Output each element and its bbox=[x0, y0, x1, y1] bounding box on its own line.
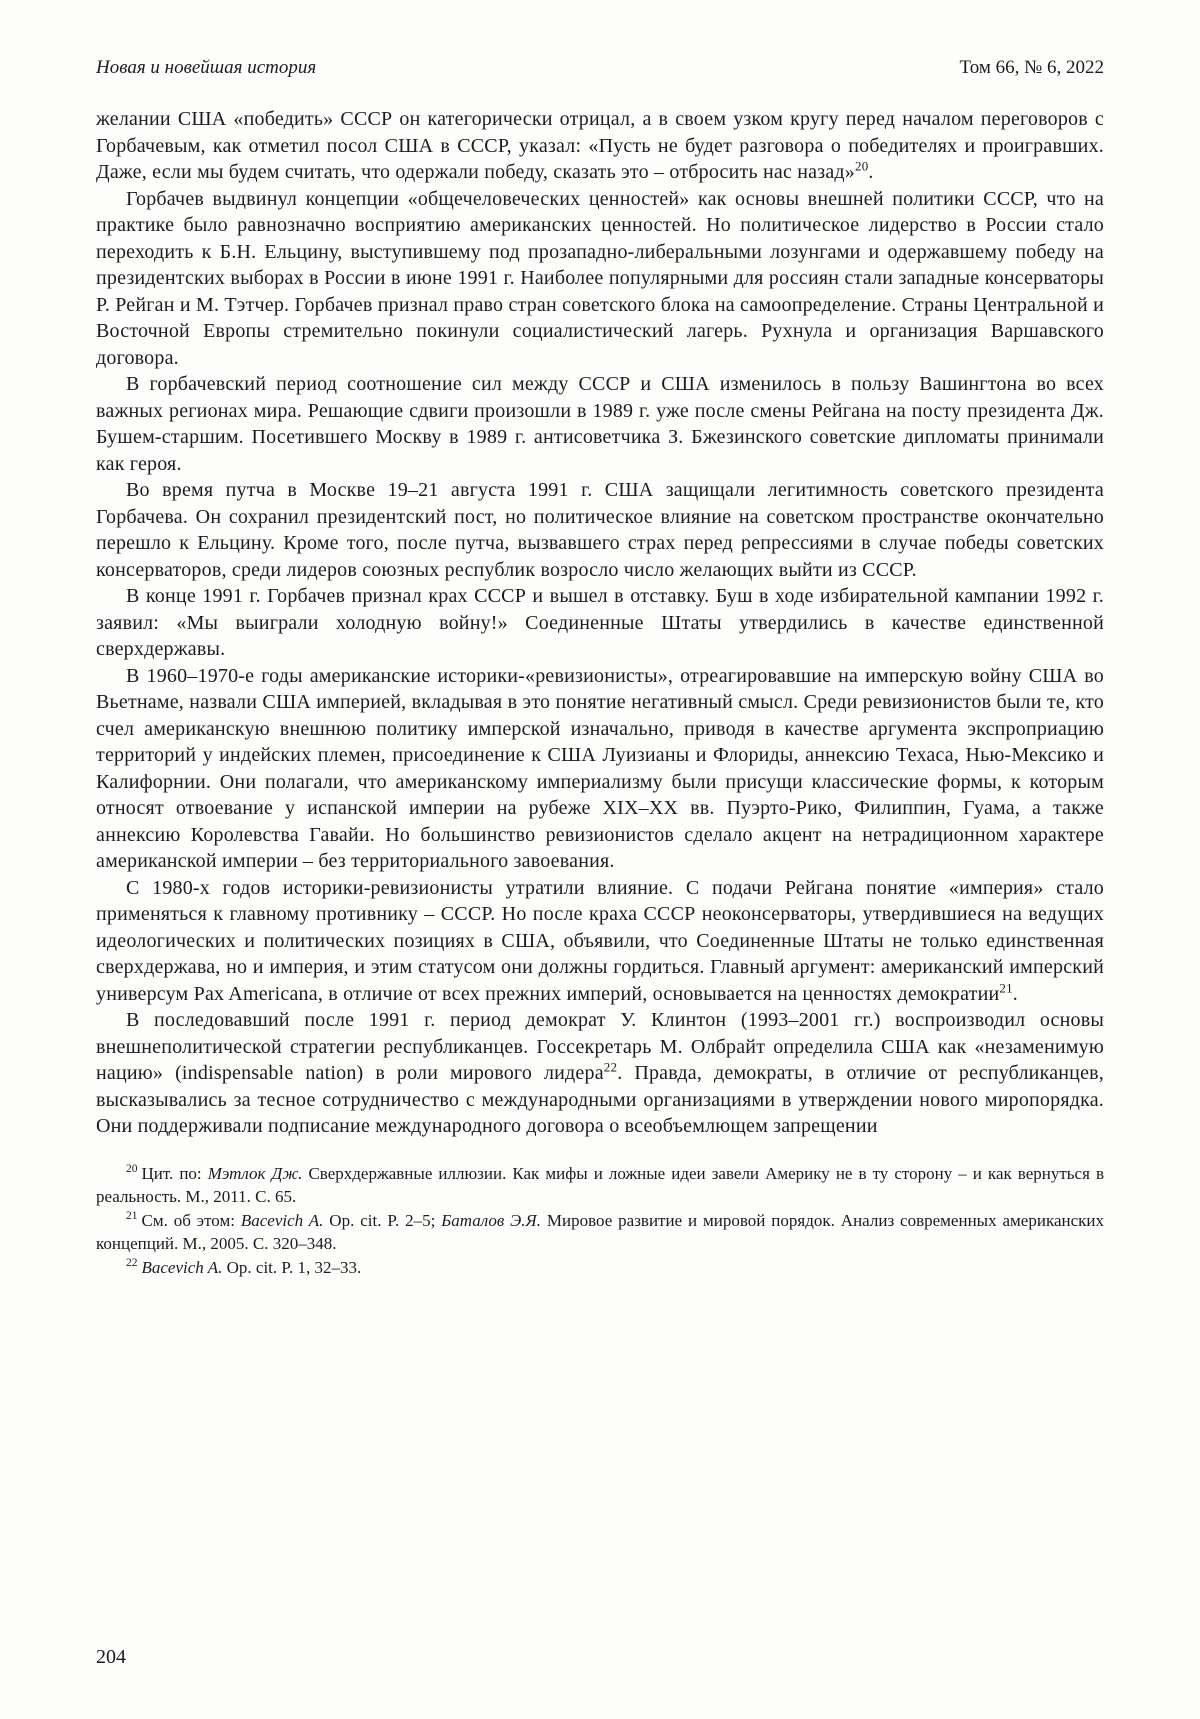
footnote-ref-21: 21 bbox=[999, 979, 1013, 995]
footnote-ref-22: 22 bbox=[603, 1059, 618, 1075]
paragraph-text: В 1960–1970-е годы американские историки-«ревизионисты», отреагировавшие на имперскую войну США во Вьетнаме, назвали США империей, вкладывая в это понятие негативный смысл. Среди ревизионистов были те, кто счел американскую внешнюю политику имперской изначально, приводя в качестве аргумента экспроприацию территорий у индейских племен, присоединение к США Луизианы и Флориды, аннексию Техаса, Нью-Мексико и Калифорнии. Они полагали, что американскому империализму были присущи классические формы, к которым относят отвоевание у испанской империи на рубеже XIX–XX вв. Пуэрто-Рико, Филиппин, Гуама, а также аннексию Королевства Гавайи. Но большинство ревизионистов сделало акцент на нетрадиционном характере американской империи – без территориального завоевания. bbox=[96, 664, 1104, 872]
article-body bbox=[96, 106, 1104, 1140]
paragraph-text: желании США «победить» СССР он категорически отрицал, а в своем узком кругу перед началом переговоров с Горбачевым, как отметил посол США в СССР, указал: «Пусть не будет разговора о победителях и проигравших. Даже, если мы будем считать, что одержали победу, сказать это – отбросить нас назад» bbox=[96, 108, 1104, 183]
paragraph-text: В последовавший после 1991 г. период демократ У. Клинтон (1993–2001 гг.) воспроизводил основы внешнеполитической стратегии республиканцев. Госсекретарь М. Олбрайт определила США как «незаменимую нацию» (indispensable nation) в роли мирового лидера bbox=[96, 1009, 1104, 1084]
footnote-pre: Цит. по: bbox=[141, 1163, 208, 1183]
footnote-pre: См. об этом: bbox=[141, 1210, 241, 1230]
paragraph-tail: . bbox=[1012, 982, 1018, 1005]
footnote-author: Bacevich A. bbox=[141, 1257, 223, 1277]
footnote-author: Мэтлок Дж. bbox=[207, 1163, 303, 1183]
paragraph-text: В горбачевский период соотношение сил между СССР и США изменилось в пользу Вашингтона во всех важных регионах мира. Решающие сдвиги произошли в 1989 г. уже после смены Рейгана на посту президента Дж. Бушем-старшим. Посетившего Москву в 1989 г. антисоветчика З. Бжезинского советские дипломаты принимали как героя. bbox=[96, 373, 1104, 475]
paragraph-2 bbox=[96, 186, 1104, 372]
paragraph-tail: . bbox=[868, 161, 874, 183]
footnote-20 bbox=[96, 1162, 1104, 1209]
footnote-marker: 21 bbox=[126, 1209, 138, 1222]
issue-info: Том 66, № 6, 2022 bbox=[959, 57, 1104, 78]
paragraph-text: В конце 1991 г. Горбачев признал крах СССР и вышел в отставку. Буш в ходе избирательной кампании 1992 г. заявил: «Мы выиграли холодную войну!» Соединенные Штаты утвердились в качестве единственной сверхдержавы. bbox=[96, 585, 1104, 660]
paragraph-4 bbox=[96, 477, 1104, 583]
paragraph-8 bbox=[96, 1007, 1104, 1140]
paragraph-1 bbox=[96, 106, 1104, 186]
paragraph-text: Во время путча в Москве 19–21 августа 1991 г. США защищали легитимность советского президента Горбачева. Он сохранил президентский пост, но политическое влияние на советском пространстве окончательно перешло к Ельцину. Кроме того, после путча, вызвавшего страх перед репрессиями в случае победы советских консерваторов, среди лидеров союзных республик возросло число желающих выйти из СССР. bbox=[96, 479, 1104, 581]
journal-title: Новая и новейшая история bbox=[96, 57, 317, 78]
paragraph-3 bbox=[96, 371, 1104, 477]
footnote-text: Сверхдержавные иллюзии. Как мифы и ложные идеи завели Америку не в ту сторону – и как вернуться в реальность. М., 2011. С. 65. bbox=[96, 1163, 1104, 1206]
paragraph-tail: . Правда, демократы, в отличие от республиканцев, высказывались за тесное сотрудничество с международными организациями в утверждении нового миропорядка. Они поддерживали подписание международного договора о всеобъемлющем запрещении bbox=[96, 1062, 1105, 1137]
footnote-22 bbox=[96, 1256, 1104, 1280]
paragraph-text: Горбачев выдвинул концепции «общечеловеческих ценностей» как основы внешней политики СССР, что на практике было равнозначно восприятию американских ценностей. Но политическое лидерство в России стало переходить к Б.Н. Ельцину, выступившему под прозападно-либеральными лозунгами и одержавшему победу на президентских выборах в России в июне 1991 г. Наиболее популярными для россиян стали западные консерваторы Р. Рейган и М. Тэтчер. Горбачев признал право стран советского блока на самоопределение. Страны Центральной и Восточной Европы стремительно покинули социалистический лагерь. Рухнула и организация Варшавского договора. bbox=[96, 187, 1104, 369]
paragraph-text: С 1980-х годов историки-ревизионисты утратили влияние. С подачи Рейгана понятие «империя» стало применяться к главному противнику – СССР. Но после краха СССР неоконсерваторы, утвердившиеся на ведущих идеологических и политических позициях в США, объявили, что Соединенные Штаты не только единственная сверхдержава, но и империя, и этим статусом они должны гордиться. Главный аргумент: американский имперский универсум Pax Americana, в отличие от всех прежних империй, основывается на ценностях демократии bbox=[96, 876, 1104, 1005]
paragraph-7 bbox=[96, 875, 1104, 1008]
page-number: 204 bbox=[96, 1646, 126, 1668]
footnotes-section bbox=[96, 1162, 1104, 1280]
page-header bbox=[96, 56, 1104, 80]
paragraph-5 bbox=[96, 583, 1104, 663]
footnote-marker: 20 bbox=[126, 1162, 138, 1175]
footnote-text: Op. cit. P. 2–5; bbox=[323, 1210, 442, 1230]
footnote-author-2: Баталов Э.Я. bbox=[441, 1210, 541, 1230]
footnote-ref-20: 20 bbox=[855, 158, 869, 174]
paragraph-6 bbox=[96, 663, 1104, 875]
footnote-text-2: Мировое развитие и мировой порядок. Анализ современных американских концепций. М., 2005. С. 320–348. bbox=[96, 1210, 1104, 1253]
footnote-21 bbox=[96, 1209, 1104, 1256]
footnote-marker: 22 bbox=[126, 1256, 138, 1269]
footnote-text: Op. cit. P. 1, 32–33. bbox=[222, 1257, 362, 1277]
footnote-author: Bacevich A. bbox=[240, 1210, 324, 1230]
